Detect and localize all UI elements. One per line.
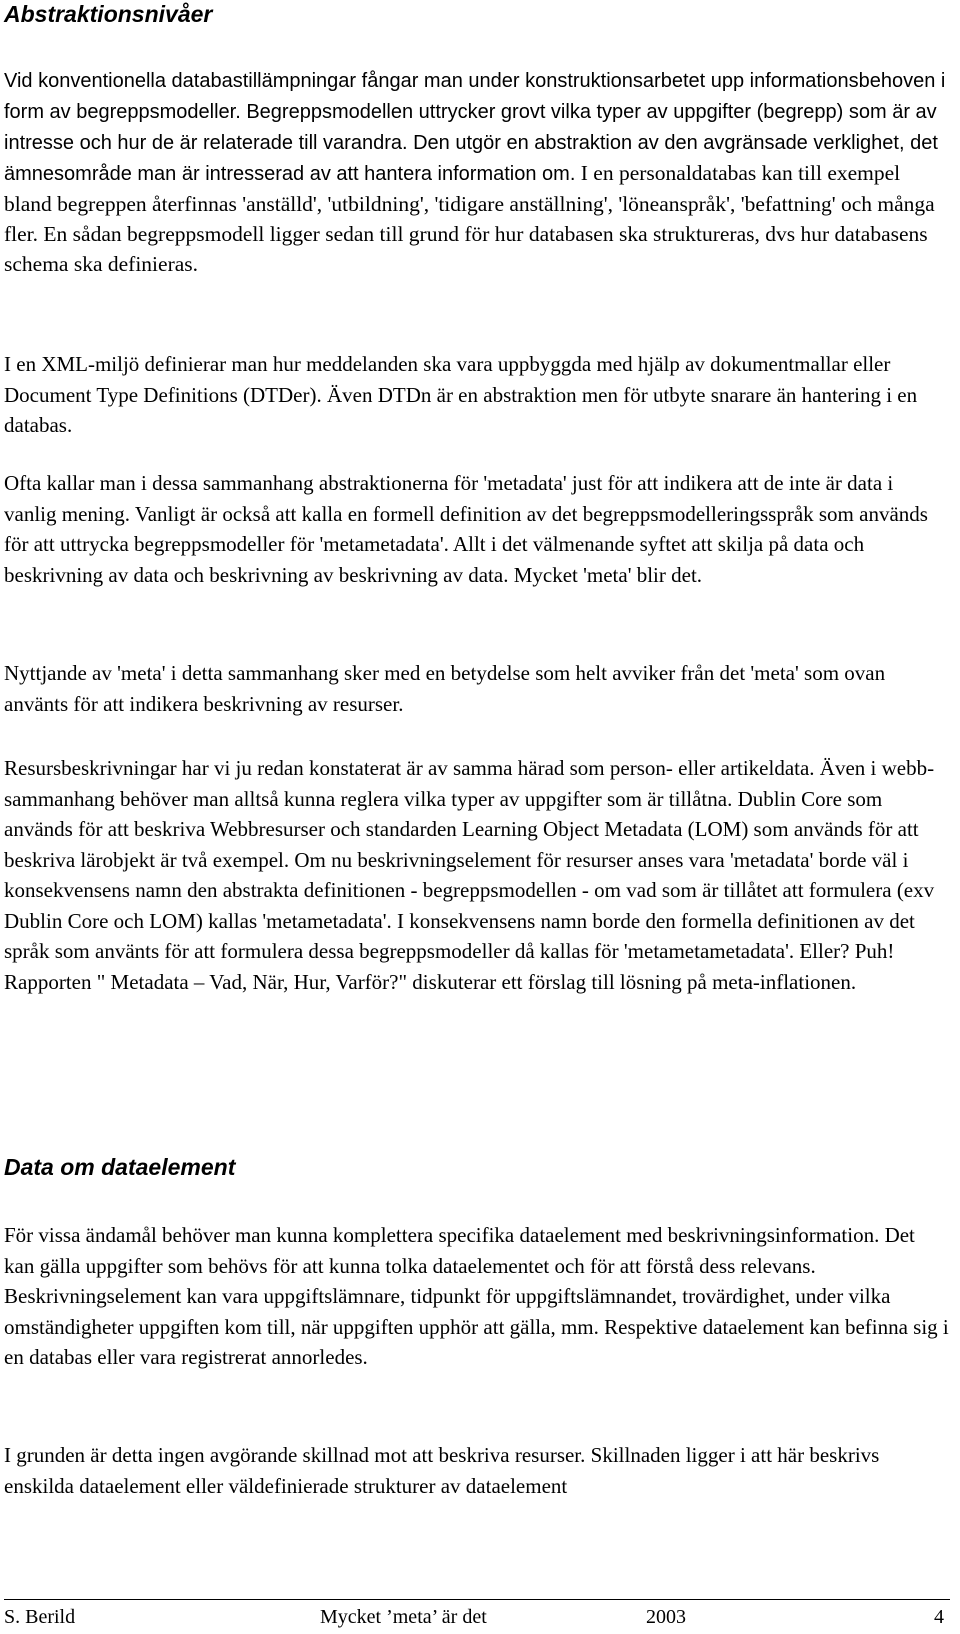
paragraph-text-sans: Vid konventionella databastillämpningar fångar man under konstruktionsarbetet upp informationsbehoven i form av begreppsmodeller. Begreppsmodellen uttrycker grovt vilka typer av uppgifter (begrepp) som är av intresse och hur de är relaterade till varandra. Den utgör en abstraktion av den avgränsade verklighet, det ämnesområde man är intresserad av att hantera information om.	[4, 70, 946, 185]
paragraph-difference: I grunden är detta ingen avgörande skillnad mot att beskriva resurser. Skillnaden ligger i att här beskrivs enskilda dataelement eller väldefinierade strukturer av dataelement	[4, 1443, 880, 1498]
footer-title: Mycket ’meta’ är det	[320, 1606, 487, 1628]
section-heading-data-elements: Data om dataelement	[4, 1154, 236, 1180]
paragraph-meta-usage: Nyttjande av 'meta' i detta sammanhang sker med en betydelse som helt avviker från det 'meta' som ovan använts för att indikera beskrivning av resurser.	[4, 661, 886, 716]
footer-divider	[4, 1599, 950, 1600]
paragraph-data-element-description: För vissa ändamål behöver man kunna komplettera specifika dataelement med beskrivningsinformation. Det kan gälla uppgifter som behövs för att kunna tolka dataelementet och för att förstå dess relevans. Beskrivningselement kan vara uppgiftslämnare, tidpunkt för uppgiftslämnandet, trovärdighet, under vilka omständigheter uppgiften kom till, när uppgiften upphör att gälla, mm. Respektive dataelement kan befinna sig i en databas eller vara registrerat annorledes.	[4, 1223, 949, 1369]
footer-year: 2003	[646, 1606, 686, 1628]
footer-author: S. Berild	[4, 1606, 76, 1628]
section-heading-abstraction: Abstraktionsnivåer	[4, 1, 213, 27]
footer-page-number: 4	[934, 1606, 944, 1628]
paragraph-metadata-terms: Ofta kallar man i dessa sammanhang abstraktionerna för 'metadata' just för att indikera att de inte är data i vanlig mening. Vanligt är också att kalla en formell definition av det begreppsmodelleringsspråk som används för att uttrycka begreppsmodeller för 'metametadata'. Allt i det välmenande syftet att skilja på data och beskrivning av data och beskrivning av beskrivning av data. Mycket 'meta' blir det.	[4, 471, 928, 587]
paragraph-resource-descriptions: Resursbeskrivningar har vi ju redan konstaterat är av samma härad som person- eller artikeldata. Även i webb-sammanhang behöver man alltså kunna reglera vilka typer av uppgifter som är tillåtna. Dublin Core som används för att beskriva Webbresurser och standarden Learning Object Metadata (LOM) som används för att beskriva lärobjekt är två exempel. Om nu beskrivningselement för resurser anses vara 'metadata' borde väl i konsekvensens namn den abstrakta definitionen - begreppsmodellen - om vad som är tillåtet att formulera (exv Dublin Core och LOM) kallas 'metametadata'. I konsekvensens namn borde den formella definitionen av det språk som använts för att formulera dessa begreppsmodeller då kallas för 'metametametadata'. Eller? Puh! Rapporten " Metadata – Vad, När, Hur, Varför?" diskuterar ett förslag till lösning på meta-inflationen.	[4, 756, 935, 994]
paragraph-xml-dtd: I en XML-miljö definierar man hur meddelanden ska vara uppbyggda med hjälp av dokumentmallar eller Document Type Definitions (DTDer). Även DTDn är en abstraktion men för utbyte snarare än hantering i en databas.	[4, 352, 918, 437]
paragraph-text-serif-2: En sådan begreppsmodell ligger sedan till grund för hur databasen ska struktureras, dvs hur databasens schema ska definieras.	[4, 222, 928, 276]
paragraph-conceptual-models	[4, 65, 950, 279]
paragraph-text-serif: I en personaldatabas kan till exempel bland begreppen återfinnas 'anställd', 'utbildning', 'tidigare anställning', 'löneanspråk', 'befattning' och många fler.	[4, 161, 935, 246]
page-footer	[4, 1603, 950, 1631]
